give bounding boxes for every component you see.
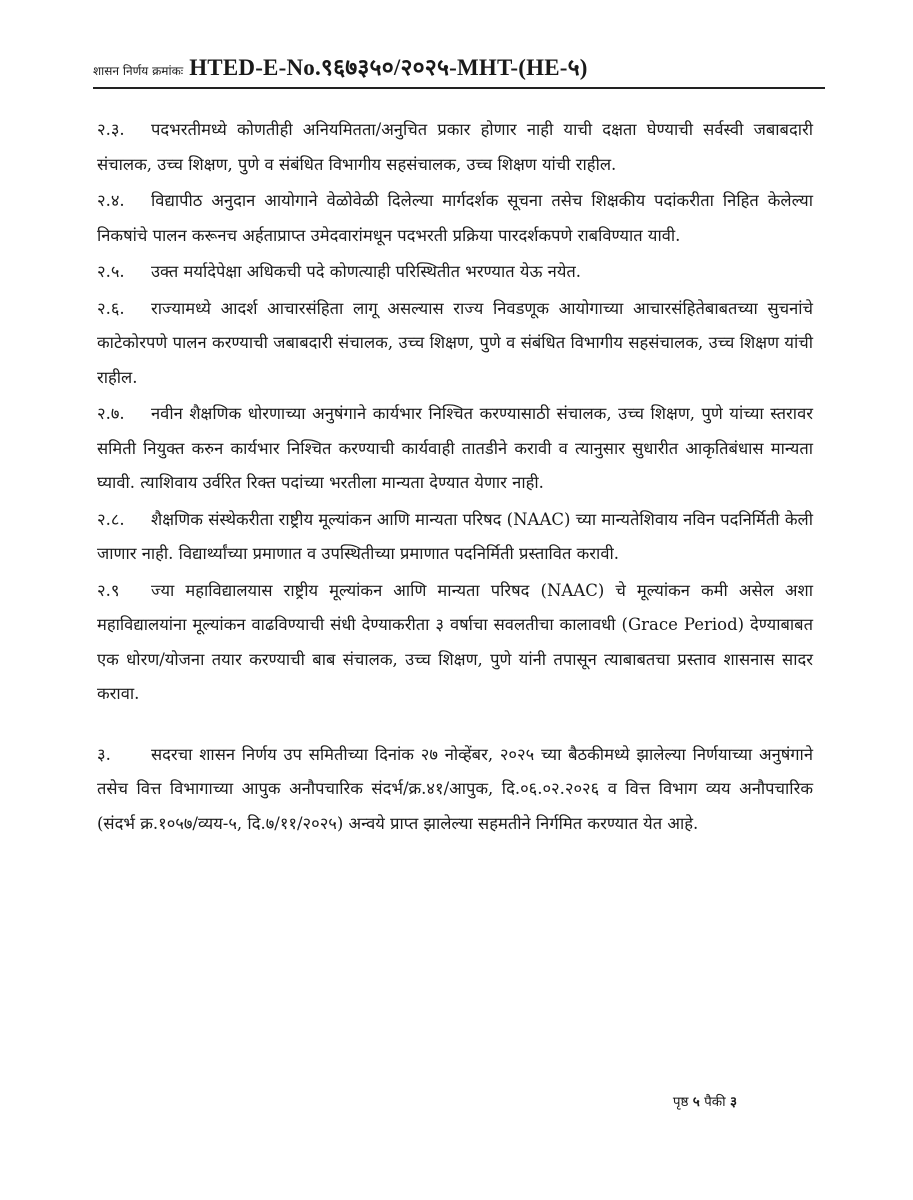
clause-text: शैक्षणिक संस्थेकरीता राष्ट्रीय मूल्यांकन आणि मान्यता परिषद (NAAC) च्या मान्यतेशिवाय नविन पदनिर्मिती केली जाणार नाही. विद्यार्थ्यांच्या प्रमाणात व उपस्थितीच्या प्रमाणात पदनिर्मिती प्रस्तावित करावी. [97,509,813,563]
clause-2-3 [97,113,813,182]
page-number [673,1092,737,1110]
clause-number: २.८. [97,509,125,529]
clause-number: २.६. [97,298,125,318]
gr-number-code: HTED-E-No.९६७३५०/२०२५-MHT-(HE-५) [189,55,588,80]
page-current: ५ [692,1094,700,1110]
clause-text: ज्या महाविद्यालयास राष्ट्रीय मूल्यांकन आणि मान्यता परिषद (NAAC) चे मूल्यांकन कमी असेल अशा महाविद्यालयांना मूल्यांकन वाढविण्याची संधी देण्याकरीता ३ वर्षाचा सवलतीचा कालावधी (Grace Period) देण्याबाबत एक धोरण/योजना तयार करण्याची बाब संचालक, उच्च शिक्षण, पुणे यांनी तपासून त्याबाबतचा प्रस्ताव शासनास सादर करावा. [97,580,813,703]
clause-3 [97,738,813,842]
page-total: ३ [729,1094,737,1110]
clause-number: २.५. [97,262,125,281]
clause-text: पदभरतीमध्ये कोणतीही अनियमितता/अनुचित प्रकार होणार नाही याची दक्षता घेण्याची सर्वस्वी जबाबदारी संचालक, उच्च शिक्षण, पुणे व संबंधित विभागीय सहसंचालक, उच्च शिक्षण यांची राहील. [97,120,813,174]
clause-text: उक्त मर्यादेपेक्षा अधिकची पदे कोणत्याही परिस्थितीत भरण्यात येऊ नयेत. [151,262,582,281]
header-divider [93,87,825,89]
gr-number-label: शासन निर्णय क्रमांकः [93,64,184,78]
clause-number: २.३. [97,120,125,139]
clause-2-7 [97,397,813,501]
document-body [97,113,813,843]
clause-number: २.४. [97,191,125,210]
clause-2-4 [97,184,813,253]
clause-2-6 [97,292,813,396]
page-prefix: पृष्ठ [672,1094,689,1110]
page-header [93,50,823,86]
clause-number: ३. [97,744,111,764]
clause-2-5 [97,255,813,290]
clause-text: राज्यामध्ये आदर्श आचारसंहिता लागू असल्यास राज्य निवडणूक आयोगाच्या आचारसंहितेबाबतच्या सुचनांचे काटेकोरपणे पालन करण्याची जबाबदारी संचालक, उच्च शिक्षण, पुणे व संबंधित विभागीय सहसंचालक, उच्च शिक्षण यांची राहील. [97,298,813,387]
page-middle: पैकी [704,1094,726,1110]
clause-2-8 [97,503,813,572]
clause-text: नवीन शैक्षणिक धोरणाच्या अनुषंगाने कार्यभार निश्चित करण्यासाठी संचालक, उच्च शिक्षण, पुणे यांच्या स्तरावर समिती नियुक्त करुन कार्यभार निश्चित करण्याची कार्यवाही तातडीने करावी व त्यानुसार सुधारीत आकृतिबंधास मान्यता घ्यावी. त्याशिवाय उर्वरित रिक्त पदांच्या भरतीला मान्यता देण्यात येणार नाही. [97,404,813,492]
clause-number: २.७. [97,404,125,423]
clause-number: २.९ [97,580,120,600]
clause-2-9 [97,574,813,712]
clause-text: विद्यापीठ अनुदान आयोगाने वेळोवेळी दिलेल्या मार्गदर्शक सूचना तसेच शिक्षकीय पदांकरीता निहित केलेल्या निकषांचे पालन करूनच अर्हताप्राप्त उमेदवारांमधून पदभरती प्रक्रिया पारदर्शकपणे राबविण्यात यावी. [97,191,813,245]
clause-text: सदरचा शासन निर्णय उप समितीच्या दिनांक २७ नोव्हेंबर, २०२५ च्या बैठकीमध्ये झालेल्या निर्णयाच्या अनुषंगाने तसेच वित्त विभागाच्या आपुक अनौपचारिक संदर्भ/क्र.४१/आपुक, दि.०६.०२.२०२६ व वित्त विभाग व्यय अनौपचारिक (संदर्भ क्र.१०५७/व्यय-५, दि.७/११/२०२५) अन्वये प्राप्त झालेल्या सहमतीने निर्गमित करण्यात येत आहे. [97,744,813,833]
